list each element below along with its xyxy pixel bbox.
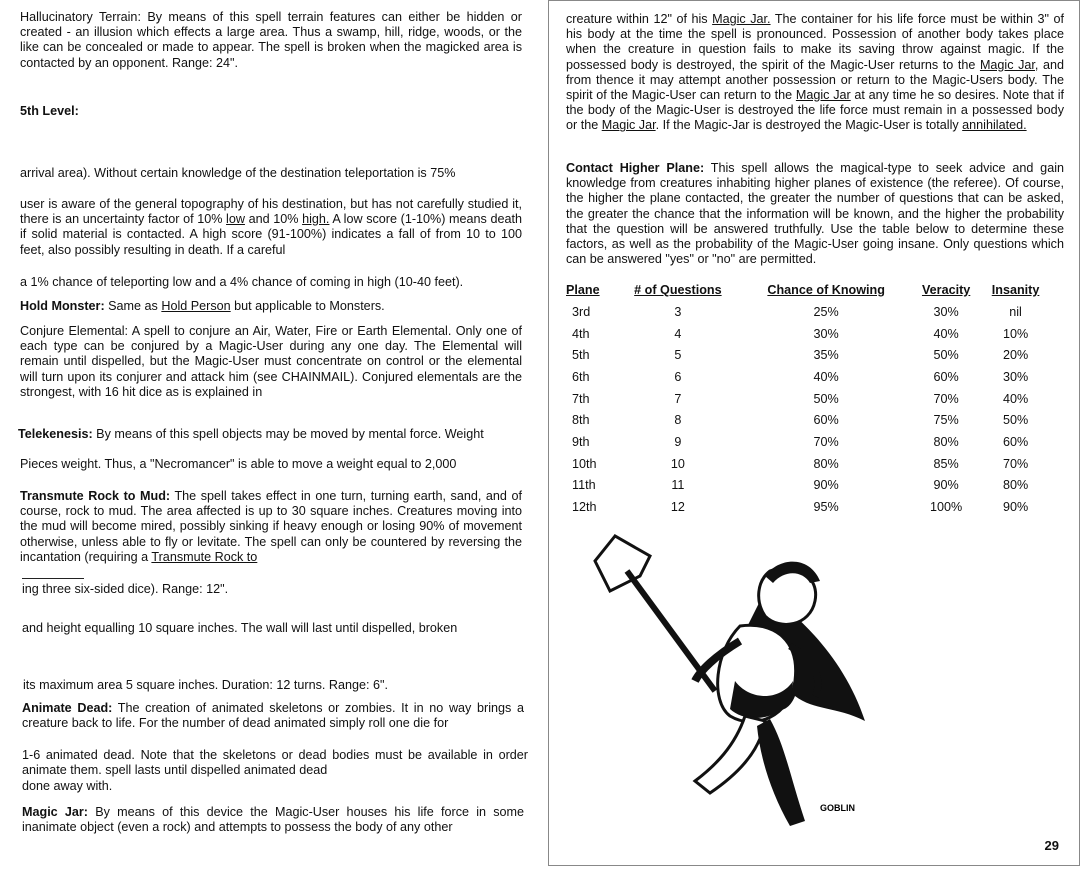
magic-jar-ref-2: Magic Jar, <box>979 57 1039 72</box>
magic-jar-paragraph <box>22 805 524 835</box>
teleport-text-1: user is aware of the general topography of his destination, but has not carefully studied it, there is an uncertainty factor of 10% <box>20 197 522 227</box>
footnote-rule <box>22 578 84 579</box>
contact-higher-plane-text: This spell allows the magical-type to seek advice and gain knowledge from creatures inhabiting higher planes of existence (the referee). Of course, the higher the plane contacted, the greater the number of questions that can be asked, the greater the chance that the information will be known, and the higher the probability that the question will be answered truthfully. Use the table below to determine these factors, as well as the probability of the Magic-User going insane. Only questions which can be answered "yes" or "no" are permitted. <box>566 161 1064 267</box>
teleport-low-term: low <box>226 212 245 227</box>
telekenesis-title: Telekenesis: <box>18 427 93 441</box>
table-row <box>566 496 1050 518</box>
knowing-cell: 60% <box>813 413 839 428</box>
animate-dead-title: Animate Dead: <box>22 701 113 715</box>
table-row <box>566 301 1050 323</box>
teleport-text-2: A low score (1-10%) means death if solid material is contacted. A high score (91-100%) indicates a fall of from 10 to 100 feet, also possibly resulting in death. If a careful <box>20 212 522 257</box>
insanity-cell: 20% <box>1002 348 1029 363</box>
hold-monster-text: Same as <box>104 299 162 313</box>
mj-text-c: and from thence it may attempt another possession or return to the Magic-Users body. The spirit of the Magic-User can return to the <box>566 57 1064 103</box>
col-insanity-header: Insanity <box>991 283 1040 297</box>
transmute-title: Transmute Rock to Mud: <box>20 489 171 503</box>
insanity-cell: 50% <box>1002 413 1029 428</box>
plane-cell: 7th <box>572 391 590 406</box>
wall-line: and height equalling 10 square inches. The wall will last until dispelled, broken <box>22 621 458 635</box>
questions-cell: 9 <box>674 434 682 449</box>
animate-dead-paragraph <box>22 701 524 731</box>
knowing-cell: 30% <box>813 326 839 341</box>
contact-higher-plane-title: Contact Higher Plane: <box>566 161 705 175</box>
knowing-cell: 70% <box>813 434 839 449</box>
knowing-cell: 25% <box>813 304 839 319</box>
magic-jar-ref-3: Magic Jar <box>795 88 851 103</box>
questions-cell: 12 <box>670 500 685 515</box>
mj-text-a: creature within 12" of his <box>566 12 713 26</box>
knowing-cell: 40% <box>813 369 839 384</box>
col-questions-header: # of Questions <box>634 283 722 297</box>
veracity-cell: 70% <box>933 391 959 406</box>
insanity-cell: 80% <box>1002 478 1029 493</box>
conjure-elemental-paragraph: Conjure Elemental: A spell to conjure an Air, Water, Fire or Earth Elemental. Only one of each type can be conjured by a Magic-User during any one day. The Elemental will remain until dispelled, but the Magic-User must concentrate on control or the elemental will turn upon its conjurer and attack him (see CHAINMAIL). Conjured elementals are the strongest, with 16 hit dice as is explained in <box>20 324 522 399</box>
teleport-paragraph <box>20 197 522 258</box>
table-row <box>566 388 1050 410</box>
knowing-cell: 95% <box>813 500 839 515</box>
plane-cell: 8th <box>572 413 590 428</box>
plane-cell: 3rd <box>572 304 591 319</box>
insanity-cell: nil <box>1009 304 1022 319</box>
questions-cell: 5 <box>674 348 682 363</box>
axe-blade-icon <box>595 536 650 591</box>
insanity-cell: 40% <box>1002 391 1029 406</box>
insanity-cell: 70% <box>1002 456 1029 471</box>
questions-cell: 4 <box>674 326 682 341</box>
right-page <box>548 0 1080 866</box>
goblin-leg-icon <box>695 716 765 793</box>
transmute-reference: Transmute Rock to <box>151 549 258 564</box>
table-row <box>566 475 1050 497</box>
hold-monster-title: Hold Monster: <box>20 299 105 313</box>
magic-jar-continued <box>566 12 1064 134</box>
animate-dead-continued: 1-6 animated dead. Note that the skeletons or dead bodies must be available in order animate them. spell lasts until dispelled animated dead <box>22 748 528 778</box>
questions-cell: 6 <box>674 369 682 384</box>
magic-jar-title: Magic Jar: <box>22 805 89 819</box>
animate-dead-text: The creation of animated skeletons or zombies. It in no way brings a creature back to life. For the number of dead animated simply roll one die for <box>22 701 524 731</box>
table-row <box>566 409 1050 431</box>
table-header-row <box>566 283 1050 301</box>
veracity-cell: 100% <box>930 500 963 515</box>
knowing-cell: 80% <box>813 456 839 471</box>
page-number: 29 <box>1044 838 1059 853</box>
transmute-text: The spell takes effect in one turn, turning earth, sand, and of course, rock to mud. The area affected is up to 30 square inches. Creatures moving into the mud will become mired, possibly sinking if heavy enough or losing 90% of movement otherwise, unless able to fly or levitate. The spell can only be countered by reversing the incantation (requiring a <box>20 489 522 564</box>
veracity-cell: 80% <box>933 434 959 449</box>
dice-line: ing three six-sided dice). Range: 12". <box>22 582 229 596</box>
insanity-cell: 90% <box>1002 500 1029 515</box>
telekenesis-paragraph <box>18 427 520 442</box>
hold-monster-text-end: but applicable to Monsters. <box>230 299 385 313</box>
table-row <box>566 431 1050 453</box>
teleport-high-term: high. <box>302 212 330 227</box>
table-row <box>566 344 1050 366</box>
hold-person-reference: Hold Person <box>161 299 231 313</box>
mj-text-e: . If the Magic-Jar is destroyed the Magic-User is totally <box>655 118 963 133</box>
goblin-leg-icon <box>757 719 805 826</box>
knowing-cell: 90% <box>813 478 839 493</box>
knowing-cell: 35% <box>813 348 839 363</box>
plane-cell: 12th <box>572 500 597 515</box>
hallucinatory-terrain-paragraph <box>20 10 522 71</box>
veracity-cell: 85% <box>933 456 959 471</box>
questions-cell: 10 <box>670 456 685 471</box>
teleport-chance-line: a 1% chance of teleporting low and a 4% chance of coming in high (10-40 feet). <box>20 275 464 289</box>
plane-cell: 9th <box>572 434 590 449</box>
table-row <box>566 453 1050 475</box>
veracity-cell: 30% <box>933 304 959 319</box>
table-row <box>566 323 1050 345</box>
questions-cell: 8 <box>674 413 682 428</box>
plane-cell: 10th <box>572 456 597 471</box>
pieces-weight-line: Pieces weight. Thus, a "Necromancer" is able to move a weight equal to 2,000 <box>20 457 457 471</box>
veracity-cell: 75% <box>933 413 959 428</box>
col-knowing-header: Chance of Knowing <box>767 283 885 297</box>
veracity-cell: 50% <box>933 348 959 363</box>
higher-plane-table <box>566 283 1050 518</box>
questions-cell: 3 <box>674 304 682 319</box>
col-veracity-header: Veracity <box>921 283 971 297</box>
contact-higher-plane-paragraph <box>566 161 1064 267</box>
questions-cell: 7 <box>674 391 682 406</box>
hold-monster-paragraph <box>20 299 522 314</box>
hallucinatory-terrain-title: Hallucinatory Terrain: <box>20 10 141 24</box>
veracity-cell: 60% <box>933 369 959 384</box>
insanity-cell: 10% <box>1002 326 1029 341</box>
insanity-cell: 30% <box>1002 369 1029 384</box>
veracity-cell: 40% <box>933 326 959 341</box>
fifth-level-heading: 5th Level: <box>20 104 79 118</box>
col-plane-header: Plane <box>566 283 600 297</box>
mj-text-b: The container for his life force must be within 3" of his body at the time the spell is pronounced. Possession of another body takes place when the creature in question fails to make its saving throw against magic. If the possessed body is destroyed, the spirit of the Magic-User returns to the <box>566 12 1064 72</box>
plane-cell: 11th <box>572 478 596 493</box>
plane-cell: 4th <box>572 326 590 341</box>
telekenesis-text: By means of this spell objects may be moved by mental force. Weight <box>92 427 484 441</box>
table-row <box>566 366 1050 388</box>
goblin-illustration <box>565 531 875 831</box>
annihilated-term: annihilated. <box>962 118 1027 133</box>
knowing-cell: 50% <box>813 391 839 406</box>
magic-jar-ref-4: Magic Jar <box>601 118 656 133</box>
veracity-cell: 90% <box>933 478 959 493</box>
illustration-label: GOBLIN <box>820 803 855 813</box>
magic-jar-text: By means of this device the Magic-User houses his life force in some inanimate object (even a rock) and attempts to possess the body of any other <box>22 805 525 835</box>
questions-cell: 11 <box>671 478 685 493</box>
insanity-cell: 60% <box>1002 434 1029 449</box>
done-away-line: done away with. <box>22 779 113 793</box>
hallucinatory-terrain-text: By means of this spell terrain features can either be hidden or created - an illusion which effects a large area. Thus a swamp, hill, ridge, woods, or the like can be concealed or made to appear. The spell is broken when the magicked area is contacted by an opponent. Range: 24". <box>20 10 522 70</box>
magic-jar-ref-1: Magic Jar. <box>712 12 771 26</box>
transmute-paragraph <box>20 489 522 565</box>
plane-cell: 5th <box>572 348 590 363</box>
mj-text-d: at any time he so desires. Note that if the body of the Magic-User is destroyed the life force must remain in a possessed body or the <box>566 88 1065 133</box>
arrival-line: arrival area). Without certain knowledge of the destination teleportation is 75% <box>20 166 456 180</box>
plane-cell: 6th <box>572 369 590 384</box>
max-area-line: its maximum area 5 square inches. Duration: 12 turns. Range: 6". <box>23 678 388 692</box>
teleport-text-mid: and 10% <box>244 212 303 227</box>
